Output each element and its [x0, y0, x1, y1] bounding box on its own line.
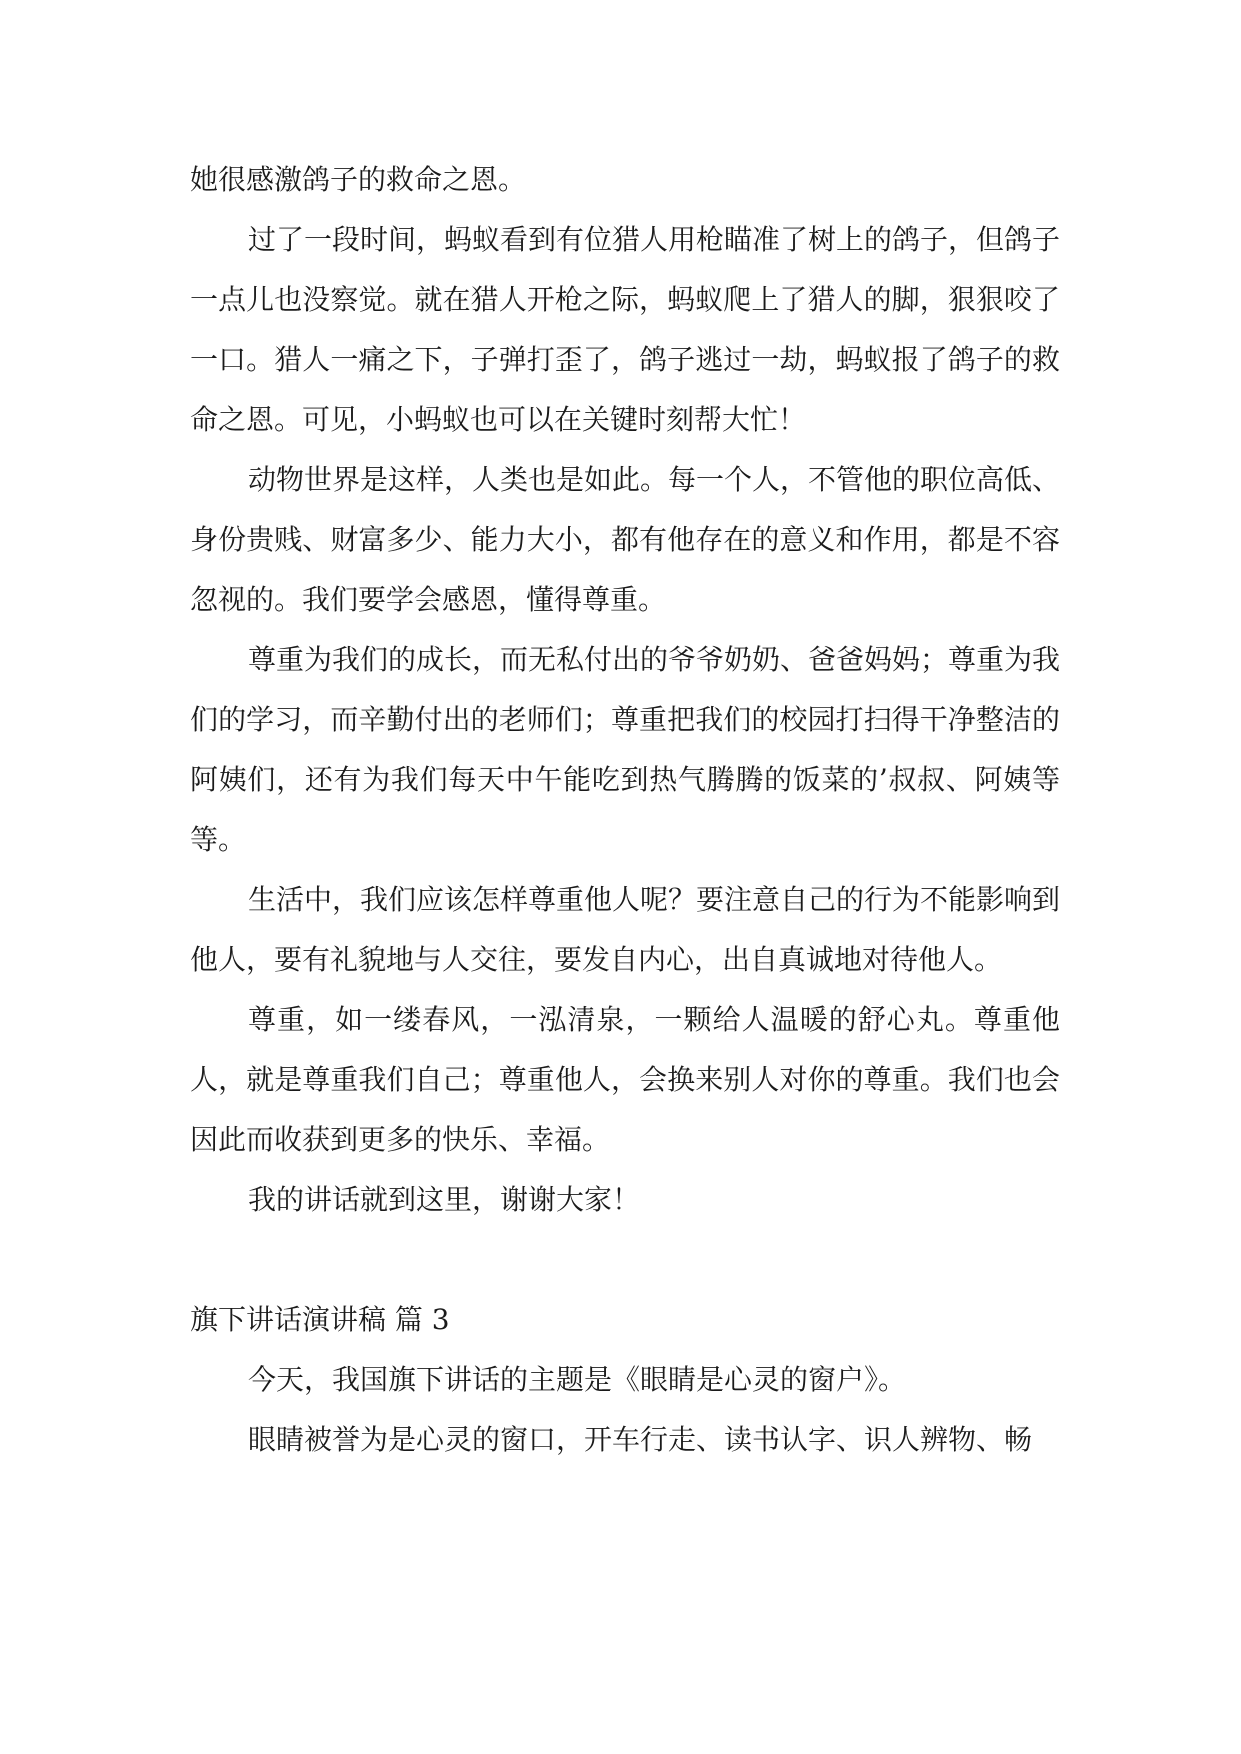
- document-body: [190, 150, 1060, 1470]
- paragraph: 今天，我国旗下讲话的主题是《眼睛是心灵的窗户》。: [248, 1363, 907, 1396]
- section-spacer: [190, 1230, 1060, 1290]
- section-heading: 旗下讲话演讲稿 篇 3: [190, 1303, 450, 1336]
- paragraph: 眼睛被誉为是心灵的窗口，开车行走、读书认字、识人辨物、畅: [248, 1423, 1033, 1456]
- paragraph: 尊重，如一缕春风，一泓清泉，一颗给人温暖的舒心丸。尊重他人，就是尊重我们自己；尊重他人，会换来别人对你的尊重。我们也会因此而收获到更多的快乐、幸福。: [190, 1003, 1060, 1156]
- paragraph: 过了一段时间，蚂蚁看到有位猎人用枪瞄准了树上的鸽子，但鸽子一点儿也没察觉。就在猎人开枪之际，蚂蚁爬上了猎人的脚，狠狠咬了一口。猎人一痛之下，子弹打歪了，鸽子逃过一劫，蚂蚁报了鸽子的救命之恩。可见，小蚂蚁也可以在关键时刻帮大忙！: [190, 223, 1061, 436]
- paragraph: 尊重为我们的成长，而无私付出的爷爷奶奶、爸爸妈妈；尊重为我们的学习，而辛勤付出的老师们；尊重把我们的校园打扫得干净整洁的阿姨们，还有为我们每天中午能吃到热气腾腾的饭菜的’叔叔、阿姨等等。: [190, 643, 1061, 856]
- paragraph: 生活中，我们应该怎样尊重他人呢？要注意自己的行为不能影响到他人，要有礼貌地与人交往，要发自内心，出自真诚地对待他人。: [190, 883, 1061, 976]
- paragraph-continuation: 她很感激鸽子的救命之恩。: [190, 163, 527, 196]
- paragraph: 我的讲话就到这里，谢谢大家！: [248, 1183, 641, 1216]
- paragraph: 动物世界是这样，人类也是如此。每一个人，不管他的职位高低、身份贵贱、财富多少、能力大小，都有他存在的意义和作用，都是不容忽视的。我们要学会感恩，懂得尊重。: [190, 463, 1061, 616]
